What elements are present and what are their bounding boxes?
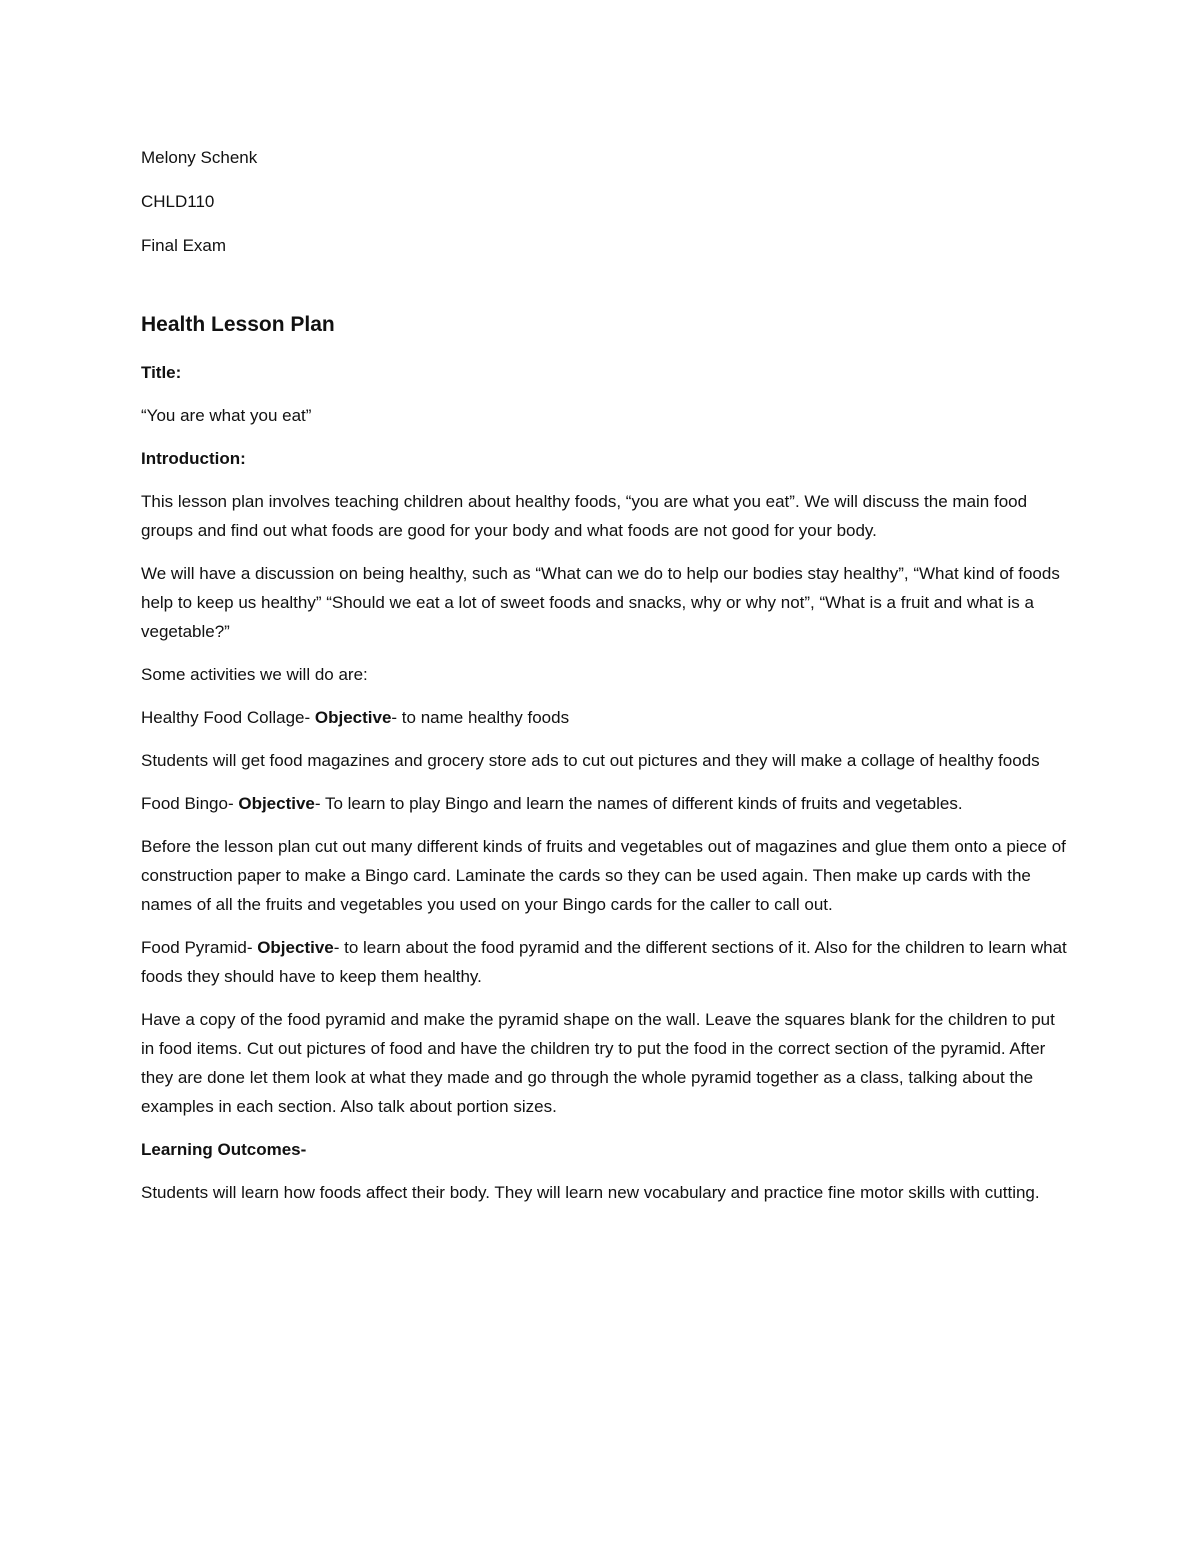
objective-label: Objective bbox=[257, 938, 334, 957]
introduction-paragraph-1: This lesson plan involves teaching children about healthy foods, “you are what you eat”. We will discuss the main food groups and find out what foods are good for your body and what foods are not good for your body. bbox=[141, 492, 1028, 540]
document-page bbox=[141, 143, 1071, 1221]
activity-pyramid-description: Have a copy of the food pyramid and make the pyramid shape on the wall. Leave the squares blank for the children to put in food items. Cut out pictures of food and have the children try to put the food in the correct section of the pyramid. After they are done let them look at what they made and go through the whole pyramid together as a class, talking about the examples in each section. Also talk about portion sizes. bbox=[141, 1010, 1055, 1116]
activity-bingo-name: Food Bingo- bbox=[141, 794, 239, 813]
objective-label: Objective bbox=[238, 794, 315, 813]
introduction-label: Introduction: bbox=[141, 449, 246, 468]
activity-collage-heading bbox=[141, 703, 1071, 732]
author-name: Melony Schenk bbox=[141, 148, 258, 167]
objective-text: - To learn to play Bingo and learn the names of different kinds of fruits and vegetables. bbox=[314, 794, 963, 813]
assignment-name: Final Exam bbox=[141, 236, 227, 255]
learning-outcomes-text: Students will learn how foods affect their body. They will learn new vocabulary and practice fine motor skills with cutting. bbox=[141, 1183, 1040, 1202]
activity-pyramid-heading bbox=[141, 933, 1071, 991]
objective-text: - to learn about the food pyramid and the different sections of it. Also for the children to learn what foods they should have to keep them healthy. bbox=[141, 938, 1067, 986]
activity-bingo-heading bbox=[141, 789, 1071, 818]
title-label: Title: bbox=[141, 363, 182, 382]
activity-collage-description: Students will get food magazines and grocery store ads to cut out pictures and they will make a collage of healthy foods bbox=[141, 751, 1040, 770]
document-heading: Health Lesson Plan bbox=[141, 313, 335, 336]
learning-outcomes-label: Learning Outcomes- bbox=[141, 1140, 307, 1159]
objective-text: - to name healthy foods bbox=[391, 708, 570, 727]
lesson-title: “You are what you eat” bbox=[141, 406, 312, 425]
activity-pyramid-name: Food Pyramid- bbox=[141, 938, 258, 957]
introduction-paragraph-2: We will have a discussion on being healthy, such as “What can we do to help our bodies stay healthy”, “What kind of foods help to keep us healthy” “Should we eat a lot of sweet foods and snacks, why or why not”, “What is a fruit and what is a vegetable?” bbox=[141, 564, 1060, 641]
course-code: CHLD110 bbox=[141, 192, 215, 211]
activities-intro: Some activities we will do are: bbox=[141, 665, 368, 684]
activity-bingo-description: Before the lesson plan cut out many different kinds of fruits and vegetables out of magazines and glue them onto a piece of construction paper to make a Bingo card. Laminate the cards so they can be used again. Then make up cards with the names of all the fruits and vegetables you used on your Bingo cards for the caller to call out. bbox=[141, 837, 1066, 914]
objective-label: Objective bbox=[314, 708, 392, 727]
activity-collage-name: Healthy Food Collage- bbox=[141, 708, 315, 727]
